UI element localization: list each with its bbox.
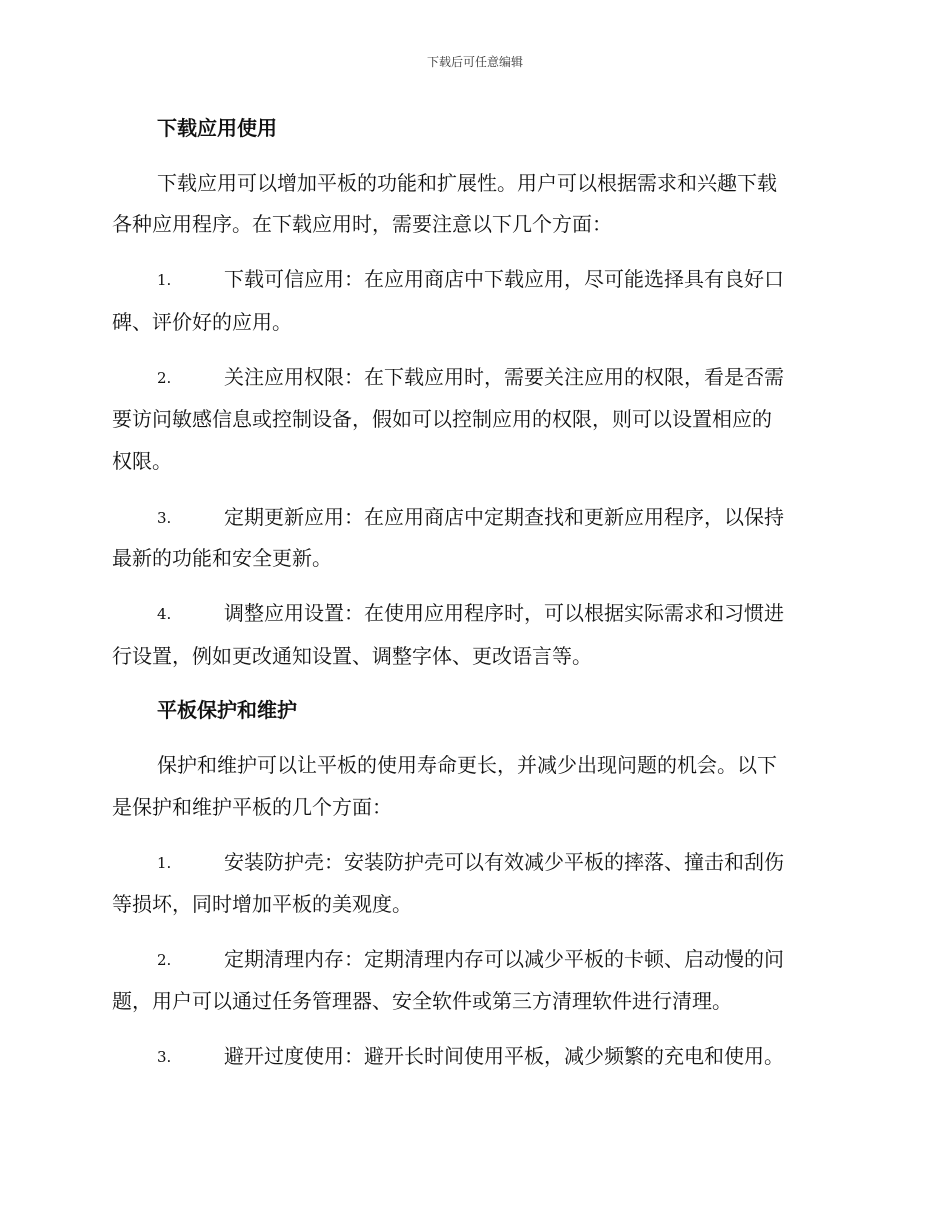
list-item-number: 2. <box>157 369 172 387</box>
list-item-line: 避开过度使用：避开长时间使用平板，减少频繁的充电和使用。 <box>224 1044 784 1068</box>
list-item-line: 调整应用设置：在使用应用程序时，可以根据实际需求和习惯进 <box>224 601 784 625</box>
section-heading-download-apps: 下载应用使用 <box>157 116 277 140</box>
list-item-line: 行设置，例如更改通知设置、调整字体、更改语言等。 <box>112 644 592 668</box>
list-item-line: 下载可信应用：在应用商店中下载应用，尽可能选择具有良好口 <box>224 267 784 291</box>
list-item-number: 2. <box>157 951 172 969</box>
list-item-number: 3. <box>157 1048 172 1066</box>
list-item-number: 1. <box>157 854 172 872</box>
paragraph-line: 是保护和维护平板的几个方面： <box>112 795 392 819</box>
list-item-line: 最新的功能和安全更新。 <box>112 546 332 570</box>
paragraph-line: 各种应用程序。在下载应用时，需要注意以下几个方面： <box>112 212 612 236</box>
paragraph-line: 下载应用可以增加平板的功能和扩展性。用户可以根据需求和兴趣下载 <box>157 171 777 195</box>
list-item-line: 关注应用权限：在下载应用时，需要关注应用的权限，看是否需 <box>224 365 784 389</box>
list-item-line: 等损坏，同时增加平板的美观度。 <box>112 892 412 916</box>
list-item-line: 题，用户可以通过任务管理器、安全软件或第三方清理软件进行清理。 <box>112 989 732 1013</box>
page-header: 下载后可任意编辑 <box>426 55 523 69</box>
section-heading-protection-maintenance: 平板保护和维护 <box>157 698 297 722</box>
paragraph-line: 保护和维护可以让平板的使用寿命更长，并减少出现问题的机会。以下 <box>157 753 777 777</box>
list-item-line: 碑、评价好的应用。 <box>112 310 292 334</box>
list-item-line: 定期清理内存：定期清理内存可以减少平板的卡顿、启动慢的问 <box>224 947 784 971</box>
list-item-line: 安装防护壳：安装防护壳可以有效减少平板的摔落、撞击和刮伤 <box>224 850 784 874</box>
list-item-line: 定期更新应用：在应用商店中定期查找和更新应用程序，以保持 <box>224 505 784 529</box>
list-item-line: 要访问敏感信息或控制设备，假如可以控制应用的权限，则可以设置相应的 <box>112 407 772 431</box>
list-item-number: 1. <box>157 271 172 289</box>
list-item-number: 4. <box>157 605 172 623</box>
list-item-number: 3. <box>157 509 172 527</box>
list-item-line: 权限。 <box>112 449 172 473</box>
